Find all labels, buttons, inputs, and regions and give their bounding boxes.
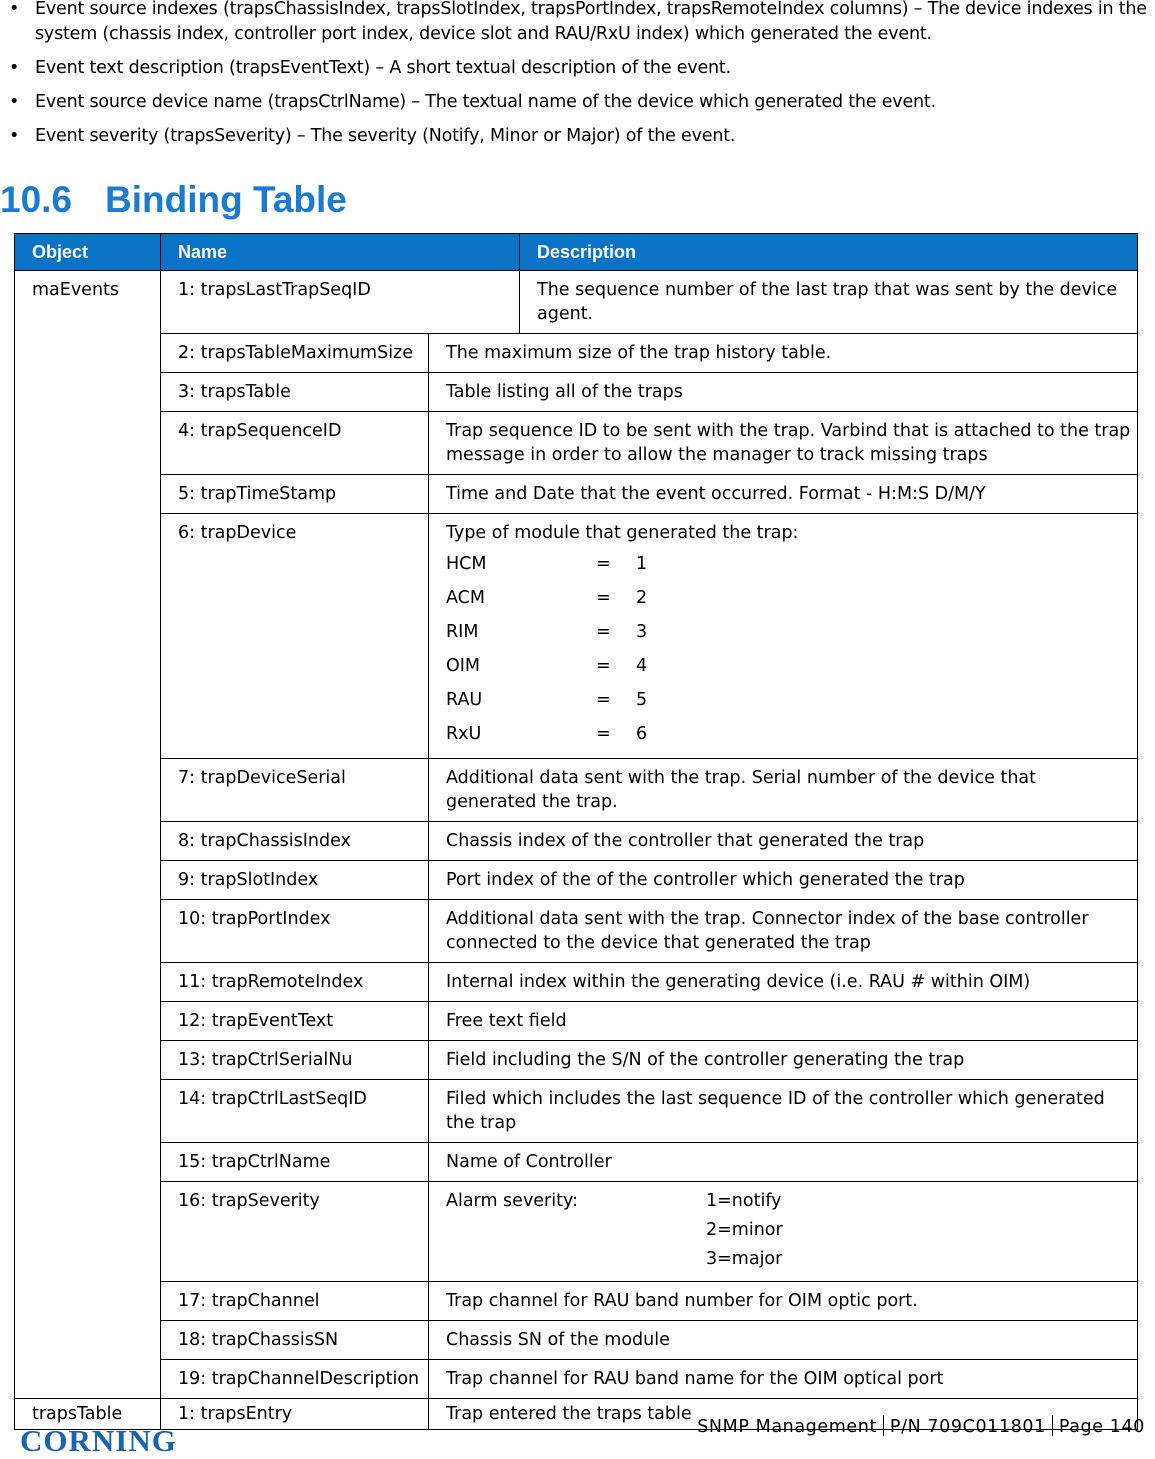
table-row — [15, 1282, 1138, 1321]
name-cell: 14: trapCtrlLastSeqID — [161, 1080, 429, 1143]
description-cell: Additional data sent with the trap. Serial number of the device that generated the trap. — [429, 759, 1138, 822]
section-title: Binding Table — [105, 179, 347, 220]
name-cell: 3: trapsTable — [161, 373, 429, 412]
description-cell: Trap channel for RAU band name for the OIM optical port — [429, 1360, 1138, 1399]
device-map-row: RAU = 5 — [446, 690, 648, 710]
header-name: Name — [161, 234, 520, 271]
table-row — [15, 1002, 1138, 1041]
device-map-row: ACM = 2 — [446, 588, 648, 608]
name-cell: 2: trapsTableMaximumSize — [161, 334, 429, 373]
name-cell: 11: trapRemoteIndex — [161, 963, 429, 1002]
table-row — [15, 1182, 1138, 1282]
table-row — [15, 900, 1138, 963]
bullet-icon: • — [9, 92, 20, 112]
description-cell: Filed which includes the last sequence ID of the controller which generated the trap — [429, 1080, 1138, 1143]
name-cell: 18: trapChassisSN — [161, 1321, 429, 1360]
description-cell: Table listing all of the traps — [429, 373, 1138, 412]
header-description: Description — [520, 234, 1138, 271]
footer-separator — [1052, 1415, 1053, 1436]
bullet-item: • Event severity (trapsSeverity) – The severity (Notify, Minor or Major) of the event. — [0, 124, 1155, 149]
description-cell — [429, 514, 1138, 759]
name-cell: 8: trapChassisIndex — [161, 822, 429, 861]
name-cell: 19: trapChannelDescription — [161, 1360, 429, 1399]
page-number: Page 140 — [1058, 1417, 1145, 1437]
footer-separator — [883, 1415, 884, 1436]
name-cell: 6: trapDevice — [161, 514, 429, 759]
name-cell: 4: trapSequenceID — [161, 412, 429, 475]
device-map-row: RxU = 6 — [446, 724, 648, 744]
bullet-list — [0, 0, 1155, 158]
table-row — [15, 514, 1138, 759]
bullet-item: • Event source indexes (trapsChassisIndex, trapsSlotIndex, trapsPortIndex, trapsRemoteIndex columns) – The device indexes in the system (chassis index, controller port index, device slot and RAU/RxU index) which generated the event. — [0, 0, 1155, 47]
table-row — [15, 1360, 1138, 1399]
description-cell: Trap sequence ID to be sent with the trap. Varbind that is attached to the trap message in order to allow the manager to track missing traps — [429, 412, 1138, 475]
table-header-row — [15, 234, 1138, 271]
description-cell: The sequence number of the last trap that was sent by the device agent. — [520, 271, 1138, 334]
table-row — [15, 475, 1138, 514]
header-object: Object — [15, 234, 161, 271]
description-cell: Internal index within the generating device (i.e. RAU # within OIM) — [429, 963, 1138, 1002]
severity-level: 3=major — [706, 1249, 783, 1269]
name-cell: 7: trapDeviceSerial — [161, 759, 429, 822]
table-row — [15, 759, 1138, 822]
description-cell: Chassis SN of the module — [429, 1321, 1138, 1360]
object-cell: maEvents — [15, 271, 161, 1399]
device-type-intro: Type of module that generated the trap: — [446, 523, 799, 543]
corning-logo: CORNING — [20, 1423, 177, 1458]
table-row — [15, 861, 1138, 900]
table-row — [15, 334, 1138, 373]
name-cell: 9: trapSlotIndex — [161, 861, 429, 900]
description-cell: Field including the S/N of the controller generating the trap — [429, 1041, 1138, 1080]
bullet-item: • Event text description (trapsEventText) – A short textual description of the event. — [0, 56, 1155, 81]
description-cell: Trap channel for RAU band number for OIM optic port. — [429, 1282, 1138, 1321]
device-map-row: RIM = 3 — [446, 622, 648, 642]
table-row — [15, 412, 1138, 475]
page-footer — [0, 1409, 1155, 1458]
severity-level: 2=minor — [706, 1220, 783, 1240]
severity-block — [446, 1189, 1131, 1274]
doc-title: SNMP Management — [697, 1417, 877, 1437]
section-number: 10.6 — [0, 179, 73, 220]
bullet-item: • Event source device name (trapsCtrlName) – The textual name of the device which generated the event. — [0, 90, 1155, 115]
description-cell: Free text field — [429, 1002, 1138, 1041]
description-cell: Time and Date that the event occurred. Format - H:M:S D/M/Y — [429, 475, 1138, 514]
device-map-row: OIM = 4 — [446, 656, 648, 676]
name-cell: 13: trapCtrlSerialNu — [161, 1041, 429, 1080]
severity-level: 1=notify — [706, 1191, 782, 1211]
name-cell: 15: trapCtrlName — [161, 1143, 429, 1182]
object-cell: trapsTable — [15, 1399, 161, 1430]
table-row — [15, 1080, 1138, 1143]
name-cell: 5: trapTimeStamp — [161, 475, 429, 514]
table-row — [15, 1143, 1138, 1182]
part-number: P/N 709C011801 — [889, 1417, 1046, 1437]
description-cell: Trap entered the traps table — [429, 1399, 1138, 1430]
description-cell — [429, 1182, 1138, 1282]
description-cell: Additional data sent with the trap. Connector index of the base controller connected to the device that generated the trap — [429, 900, 1138, 963]
table-row — [15, 271, 1138, 334]
severity-label: Alarm severity: — [446, 1191, 578, 1211]
name-cell: 12: trapEventText — [161, 1002, 429, 1041]
bullet-icon: • — [9, 0, 20, 19]
name-cell: 1: trapsLastTrapSeqID — [161, 271, 520, 334]
name-cell: 17: trapChannel — [161, 1282, 429, 1321]
description-cell: Port index of the of the controller which generated the trap — [429, 861, 1138, 900]
bullet-icon: • — [9, 126, 20, 146]
device-map-row: HCM = 1 — [446, 554, 648, 574]
description-cell: Name of Controller — [429, 1143, 1138, 1182]
name-cell: 16: trapSeverity — [161, 1182, 429, 1282]
name-cell: 10: trapPortIndex — [161, 900, 429, 963]
description-cell: Chassis index of the controller that generated the trap — [429, 822, 1138, 861]
bullet-icon: • — [9, 58, 20, 78]
description-cell: The maximum size of the trap history table. — [429, 334, 1138, 373]
name-cell: 1: trapsEntry — [161, 1399, 429, 1430]
table-row — [15, 1041, 1138, 1080]
table-row — [15, 1321, 1138, 1360]
footer-info — [697, 1415, 1145, 1437]
section-heading — [0, 175, 347, 225]
table-row — [15, 822, 1138, 861]
table-row — [15, 373, 1138, 412]
binding-table — [14, 233, 1138, 1430]
severity-list — [706, 1189, 783, 1274]
table-row — [15, 963, 1138, 1002]
